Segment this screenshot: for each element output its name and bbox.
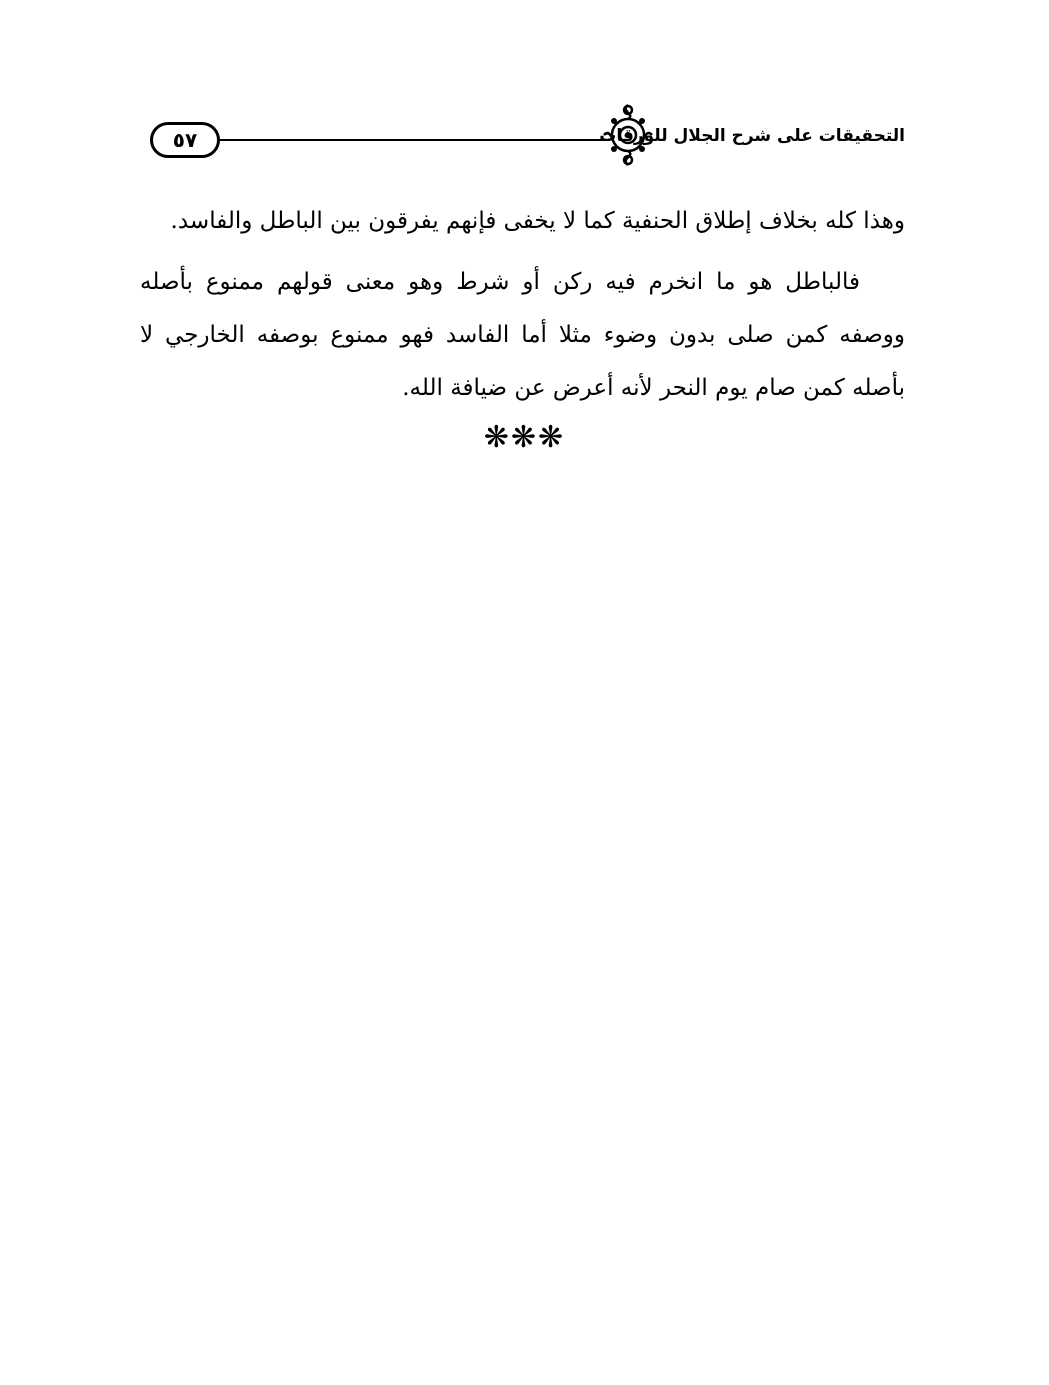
paragraph-1: وهذا كله بخلاف إطلاق الحنفية كما لا يخفى فإنهم يفرقون بين الباطل والفاسد.: [170, 208, 905, 234]
header-title: التحقيقات على شرح الجلال للورقات: [599, 126, 905, 146]
page-number: ٥٧: [150, 122, 220, 158]
main-text: [140, 195, 905, 423]
paragraph-2: فالباطل هو ما انخرم فيه ركن أو شرط وهو معنى قولهم ممنوع بأصله ووصفه كمن صلى بدون وضوء مثلا أما الفاسد فهو ممنوع بوصفه الخارجي لا بأصله كمن صام يوم النحر لأنه أعرض عن ضيافة الله.: [140, 269, 905, 401]
page-header: [145, 100, 905, 170]
header-rule: [220, 139, 610, 141]
section-divider: ❋❋❋: [483, 420, 566, 455]
